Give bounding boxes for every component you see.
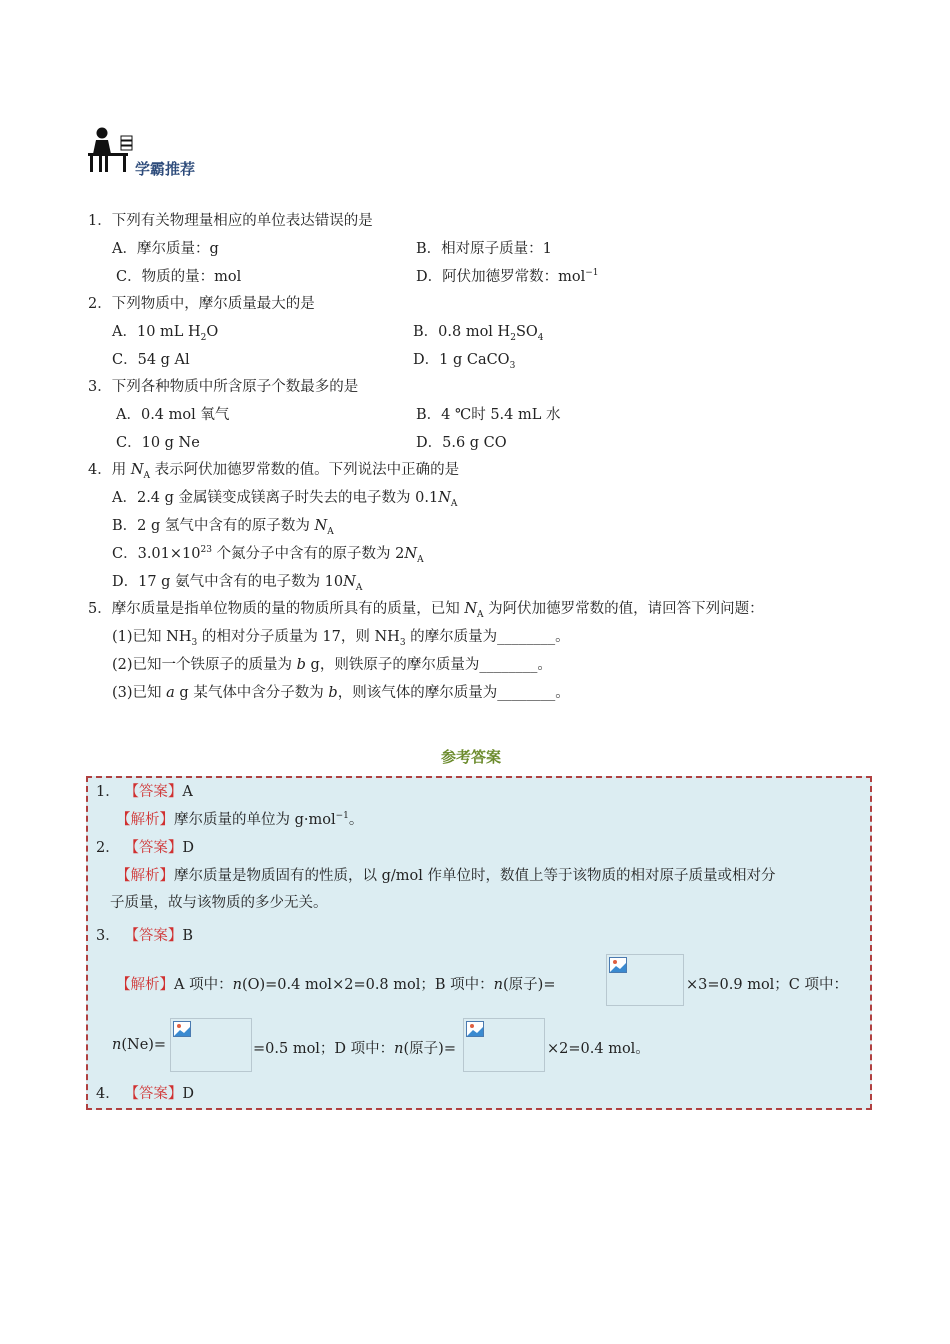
formula-image-1 (606, 954, 684, 1006)
question-5-part-1: (1)已知 $NH_3$ 的相对分子质量为 17，则 $NH_3$ 的摩尔质量为________。 (112, 629, 570, 648)
question-4-option-c: C．$3.01\times 10^{23}$ 个氮分子中含有的原子数为 $2N_A$ (112, 545, 424, 565)
image-placeholder-icon (466, 1021, 484, 1037)
question-4-option-a: A．2.4 g 金属镁变成镁离子时失去的电子数为 $0.1N_A$ (112, 490, 458, 509)
student-desk-icon (86, 126, 136, 174)
answers-title: 参考答案 (441, 748, 502, 766)
formula-image-2 (170, 1018, 252, 1072)
image-placeholder-icon (609, 957, 627, 973)
answer-3-explanation-line-2-mid: =0.5 mol；D 项中：n(原子)= (253, 1041, 456, 1057)
question-2-option-b: B．0.8 mol $H_2SO_4$ (413, 324, 544, 343)
answer-1-explanation: 【解析】摩尔质量的单位为 g·mol$^{-1}$。 (116, 811, 364, 828)
question-1-option-c: C．物质的量：mol (116, 269, 242, 285)
question-3-option-a: A．0.4 mol 氧气 (116, 407, 230, 423)
answer-2-explanation-cont: 子质量，故与该物质的多少无关。 (110, 895, 328, 911)
question-4-option-b: B．2 g 氢气中含有的原子数为 $N_A$ (112, 518, 334, 537)
page-title: 学霸推荐 (135, 160, 196, 178)
formula-image-3 (463, 1018, 545, 1072)
question-2-stem: 2．下列物质中，摩尔质量最大的是 (88, 296, 315, 312)
question-1-option-b: B．相对原子质量：1 (416, 241, 552, 257)
answer-3-explanation-line-2-tail: ×2=0.4 mol。 (547, 1041, 650, 1057)
question-3-option-b: B．4 ℃时 5.4 mL 水 (416, 407, 561, 423)
question-2-option-d: D．1 g CaCO$_3$ (413, 352, 516, 371)
question-1-option-a: A．摩尔质量：g (112, 241, 219, 257)
question-2-option-c: C．54 g Al (112, 352, 190, 368)
answer-3-explanation-line-1: 【解析】A 项中：n(O)=0.4 mol×2=0.8 mol；B 项中：n(原子)= (116, 977, 556, 993)
question-3-option-c: C．10 g Ne (116, 435, 200, 451)
image-placeholder-icon (173, 1021, 191, 1037)
question-5-stem: 5．摩尔质量是指单位物质的量的物质所具有的质量，已知 $N_A$ 为阿伏加德罗常数的值，请回答下列问题： (88, 601, 764, 620)
answer-2: 2． 【答案】D (96, 840, 194, 856)
question-5-part-3: (3)已知 a g 某气体中含分子数为 b，则该气体的摩尔质量为________。 (112, 685, 570, 701)
answer-4: 4． 【答案】D (96, 1086, 194, 1102)
answer-2-explanation: 【解析】摩尔质量是物质固有的性质，以 g/mol 作单位时，数值上等于该物质的相对原子质量或相对分 (116, 868, 776, 884)
question-3-stem: 3．下列各种物质中所含原子个数最多的是 (88, 379, 359, 395)
question-1-option-d: D．阿伏加德罗常数：mol$^{-1}$ (416, 268, 599, 285)
answer-1: 1． 【答案】A (96, 784, 193, 800)
answer-3: 3． 【答案】B (96, 928, 193, 944)
question-4-stem: 4．用 $N_A$ 表示阿伏加德罗常数的值。下列说法中正确的是 (88, 462, 460, 481)
question-1-stem: 1．下列有关物理量相应的单位表达错误的是 (88, 213, 373, 229)
question-5-part-2: (2)已知一个铁原子的质量为 b g，则铁原子的摩尔质量为________。 (112, 657, 552, 673)
question-2-option-a: A．10 mL $H_2O$ (112, 324, 219, 343)
answer-3-explanation-line-1-tail: ×3=0.9 mol；C 项中： (686, 977, 849, 993)
question-4-option-d: D．17 g 氨气中含有的电子数为 $10N_A$ (112, 574, 363, 593)
question-3-option-d: D．5.6 g CO (416, 435, 507, 451)
answer-3-explanation-line-2: n(Ne)= (112, 1037, 167, 1053)
